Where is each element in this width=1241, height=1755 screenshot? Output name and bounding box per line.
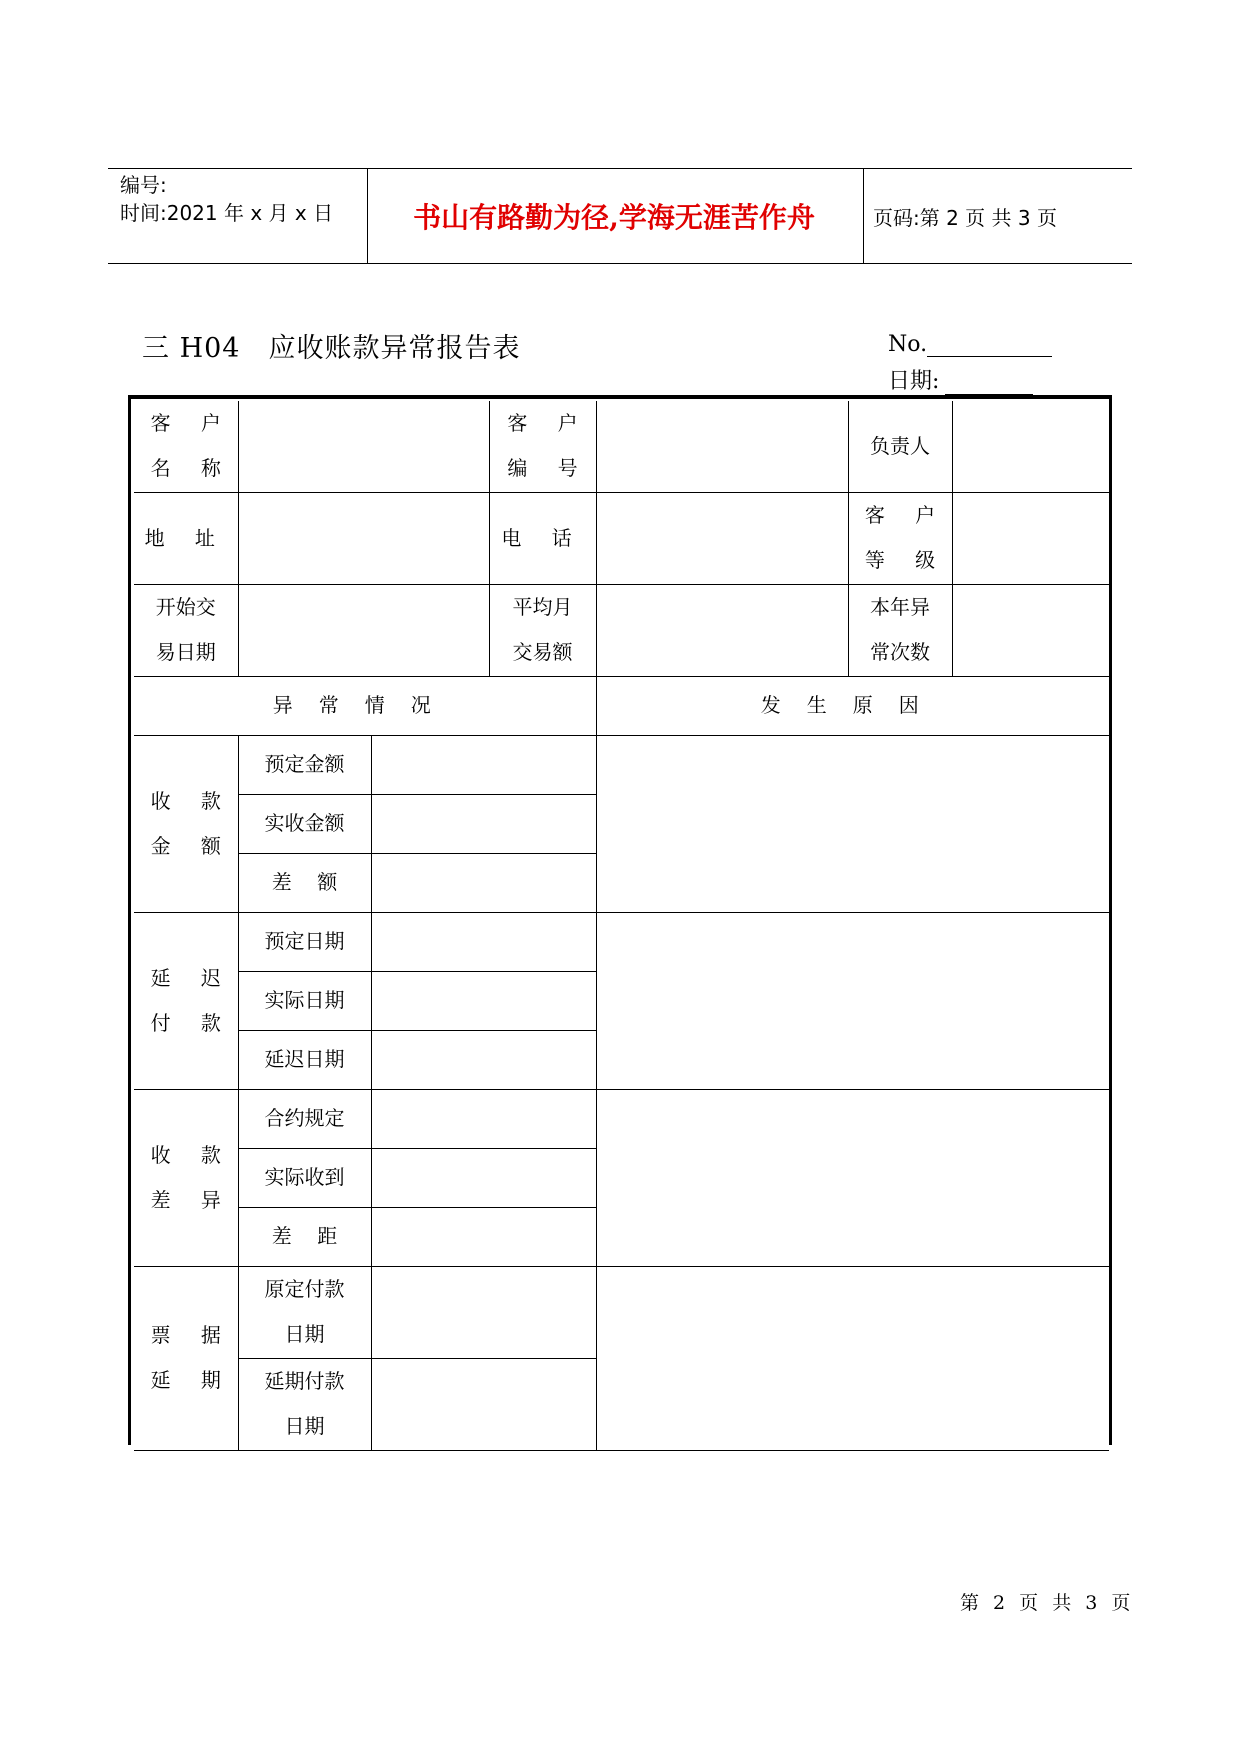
yearly-count-label: 本年异 常次数 xyxy=(848,584,952,676)
item-label: 合约规定 xyxy=(238,1089,371,1148)
page-footer: 第 2 页 共 3 页 xyxy=(960,1592,1135,1614)
cause-input[interactable] xyxy=(596,1089,1109,1266)
report-form xyxy=(128,395,1112,1445)
item-label: 原定付款 日期 xyxy=(238,1266,371,1358)
document-header xyxy=(108,168,1132,264)
report-table xyxy=(134,401,1109,1451)
form-number-blank[interactable] xyxy=(927,334,1052,357)
customer-name-input[interactable] xyxy=(238,401,489,492)
item-input[interactable] xyxy=(371,1266,596,1358)
form-code: 三 H04 xyxy=(142,333,241,364)
address-label: 地 址 xyxy=(134,492,238,584)
form-title xyxy=(142,326,521,365)
cause-input[interactable] xyxy=(596,1266,1109,1450)
start-date-input[interactable] xyxy=(238,584,489,676)
group-label-amount: 收 款 金 额 xyxy=(134,735,238,912)
cause-input[interactable] xyxy=(596,912,1109,1089)
header-motto: 书山有路勤为径,学海无涯苦作舟 xyxy=(413,201,815,234)
time-label: 时间:2021 年 x 月 x 日 xyxy=(120,201,334,225)
table-row xyxy=(134,1266,1109,1358)
phone-label: 电 话 xyxy=(489,492,596,584)
group-label-bill-extension: 票 据 延 期 xyxy=(134,1266,238,1450)
item-input[interactable] xyxy=(371,735,596,794)
item-input[interactable] xyxy=(371,1089,596,1148)
item-label: 差 距 xyxy=(238,1207,371,1266)
form-number-field[interactable] xyxy=(888,332,1052,357)
table-row xyxy=(134,492,1109,584)
form-number-label: No. xyxy=(888,332,928,357)
customer-no-label: 客 户 编 号 xyxy=(489,401,596,492)
table-row xyxy=(134,1089,1109,1148)
header-divider xyxy=(863,169,864,263)
item-input[interactable] xyxy=(371,971,596,1030)
item-label: 延迟日期 xyxy=(238,1030,371,1089)
item-label: 预定日期 xyxy=(238,912,371,971)
customer-grade-input[interactable] xyxy=(952,492,1109,584)
item-input[interactable] xyxy=(371,853,596,912)
item-label: 实际日期 xyxy=(238,971,371,1030)
header-page-label: 页码:第 2 页 共 3 页 xyxy=(873,205,1057,230)
header-meta xyxy=(120,171,333,227)
item-input[interactable] xyxy=(371,1030,596,1089)
avg-monthly-input[interactable] xyxy=(596,584,848,676)
header-divider xyxy=(367,169,368,263)
table-row xyxy=(134,735,1109,794)
customer-name-label: 客 户 名 称 xyxy=(134,401,238,492)
form-date-blank[interactable] xyxy=(945,372,1033,395)
item-label: 实收金额 xyxy=(238,794,371,853)
item-label: 延期付款 日期 xyxy=(238,1358,371,1450)
item-input[interactable] xyxy=(371,794,596,853)
table-row xyxy=(134,584,1109,676)
item-label: 实际收到 xyxy=(238,1148,371,1207)
responsible-label: 负责人 xyxy=(848,401,952,492)
form-date-label: 日期: xyxy=(888,369,940,394)
responsible-input[interactable] xyxy=(952,401,1109,492)
item-label: 差 额 xyxy=(238,853,371,912)
start-date-label: 开始交 易日期 xyxy=(134,584,238,676)
customer-grade-label: 客 户 等 级 xyxy=(848,492,952,584)
item-label: 预定金额 xyxy=(238,735,371,794)
table-row xyxy=(134,401,1109,492)
item-input[interactable] xyxy=(371,1358,596,1450)
customer-no-input[interactable] xyxy=(596,401,848,492)
avg-monthly-label: 平均月 交易额 xyxy=(489,584,596,676)
form-title-text: 应收账款异常报告表 xyxy=(268,333,521,364)
table-row xyxy=(134,676,1109,735)
cause-input[interactable] xyxy=(596,735,1109,912)
item-input[interactable] xyxy=(371,1148,596,1207)
abnormal-header: 异常情况 xyxy=(134,676,596,735)
item-input[interactable] xyxy=(371,1207,596,1266)
group-label-difference: 收 款 差 异 xyxy=(134,1089,238,1266)
group-label-delay: 延 迟 付 款 xyxy=(134,912,238,1089)
form-date-field[interactable] xyxy=(888,364,1033,395)
yearly-count-input[interactable] xyxy=(952,584,1109,676)
phone-input[interactable] xyxy=(596,492,848,584)
table-row xyxy=(134,912,1109,971)
number-label: 编号: xyxy=(120,173,167,197)
cause-header: 发生原因 xyxy=(596,676,1109,735)
item-input[interactable] xyxy=(371,912,596,971)
address-input[interactable] xyxy=(238,492,489,584)
